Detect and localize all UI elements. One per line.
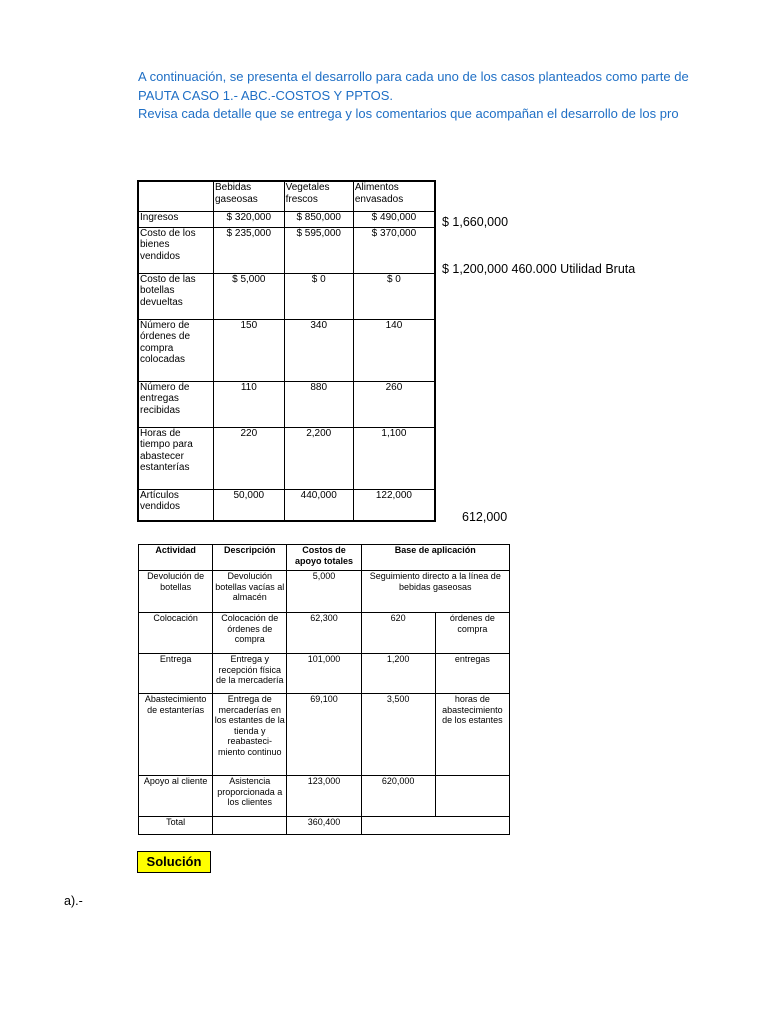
cell: $ 5,000: [214, 273, 285, 319]
header-descripcion: Descripción: [213, 545, 287, 571]
row-label: Costo de los bienes vendidos: [138, 227, 214, 273]
descripcion-cell: Colocación de órdenes de compra: [213, 613, 287, 654]
table1-header-bebidas: Bebidas gaseosas: [214, 181, 285, 211]
activities-table: [138, 544, 510, 835]
row-label: Costo de las botellas devueltas: [138, 273, 214, 319]
actividad-cell: Entrega: [139, 654, 213, 694]
table-row: [138, 273, 435, 319]
intro-line-3: Revisa cada detalle que se entrega y los comentarios que acompañan el desarrollo de los pro: [138, 106, 679, 121]
cell: $ 0: [284, 273, 353, 319]
costo-cell: 123,000: [287, 776, 361, 817]
empty-cell: [213, 817, 287, 835]
header-costos: Costos de apoyo totales: [287, 545, 361, 571]
cell: 122,000: [353, 489, 435, 521]
descripcion-cell: Entrega y recepción física de la mercadería: [213, 654, 287, 694]
header-actividad: Actividad: [139, 545, 213, 571]
cell: 150: [214, 319, 285, 381]
row-label: Artículos vendidos: [138, 489, 214, 521]
base-num-cell: 620,000: [361, 776, 435, 817]
base-unit-cell: entregas: [435, 654, 509, 694]
cell: 2,200: [284, 427, 353, 489]
table-row: [138, 381, 435, 427]
apartado-a: a).-: [64, 894, 83, 908]
cell: $ 490,000: [353, 211, 435, 227]
row-label: Número de órdenes de compra colocadas: [138, 319, 214, 381]
table1-header-blank: [138, 181, 214, 211]
total-label: Total: [139, 817, 213, 835]
cell: 50,000: [214, 489, 285, 521]
cell: $ 370,000: [353, 227, 435, 273]
table-row: [138, 427, 435, 489]
cell: $ 320,000: [214, 211, 285, 227]
cell: $ 595,000: [284, 227, 353, 273]
intro-line-1: A continuación, se presenta el desarrollo para cada uno de los casos planteados como parte de: [138, 69, 689, 84]
costo-cell: 69,100: [287, 694, 361, 776]
cell: $ 235,000: [214, 227, 285, 273]
row-label: Número de entregas recibidas: [138, 381, 214, 427]
cell: 220: [214, 427, 285, 489]
table1-header-alimentos: Alimentos envasados: [353, 181, 435, 211]
cell: 260: [353, 381, 435, 427]
row-label: Ingresos: [138, 211, 214, 227]
table-row: [139, 613, 510, 654]
costo-cell: 101,000: [287, 654, 361, 694]
actividad-cell: Colocación: [139, 613, 213, 654]
table-row: [139, 776, 510, 817]
cell: $ 850,000: [284, 211, 353, 227]
total-ingresos-note: $ 1,660,000: [442, 215, 509, 229]
base-num-cell: 1,200: [361, 654, 435, 694]
costo-cell: 62,300: [287, 613, 361, 654]
base-unit-cell: horas de abastecimiento de los estantes: [435, 694, 509, 776]
table-row-total: [139, 817, 510, 835]
table-row: [138, 227, 435, 273]
table1-header-vegetales: Vegetales frescos: [284, 181, 353, 211]
actividad-cell: Abastecimiento de estanterías: [139, 694, 213, 776]
cell: 340: [284, 319, 353, 381]
table-row: [139, 571, 510, 613]
table-row: [138, 319, 435, 381]
cell: 440,000: [284, 489, 353, 521]
base-unit-cell: órdenes de compra: [435, 613, 509, 654]
cell: 140: [353, 319, 435, 381]
actividad-cell: Devolución de botellas: [139, 571, 213, 613]
table-row: [139, 694, 510, 776]
descripcion-cell: Devolución botellas vacías al almacén: [213, 571, 287, 613]
total-value: 360,400: [287, 817, 361, 835]
cell: 110: [214, 381, 285, 427]
costs-table: [137, 180, 436, 522]
descripcion-cell: Entrega de mercaderías en los estantes de la tienda y reabasteci-miento continuo: [213, 694, 287, 776]
base-num-cell: 3,500: [361, 694, 435, 776]
descripcion-cell: Asistencia proporcionada a los clientes: [213, 776, 287, 817]
cell: 1,100: [353, 427, 435, 489]
solucion-label: Solución: [137, 851, 211, 873]
empty-cell: [361, 817, 509, 835]
table-row: [139, 654, 510, 694]
utilidad-bruta-note: $ 1,200,000 460.000 Utilidad Bruta: [442, 262, 636, 276]
header-base: Base de aplicación: [361, 545, 509, 571]
intro-text: [138, 68, 768, 124]
base-cell: Seguimiento directo a la línea de bebidas gaseosas: [361, 571, 509, 613]
cell: 880: [284, 381, 353, 427]
base-unit-cell: [435, 776, 509, 817]
intro-line-2: PAUTA CASO 1.- ABC.-COSTOS Y PPTOS.: [138, 87, 394, 103]
actividad-cell: Apoyo al cliente: [139, 776, 213, 817]
cell: $ 0: [353, 273, 435, 319]
base-num-cell: 620: [361, 613, 435, 654]
total-articulos-note: 612,000: [462, 510, 508, 524]
table-row: [138, 489, 435, 521]
costo-cell: 5,000: [287, 571, 361, 613]
row-label: Horas de tiempo para abastecer estanterías: [138, 427, 214, 489]
table-row: [138, 211, 435, 227]
